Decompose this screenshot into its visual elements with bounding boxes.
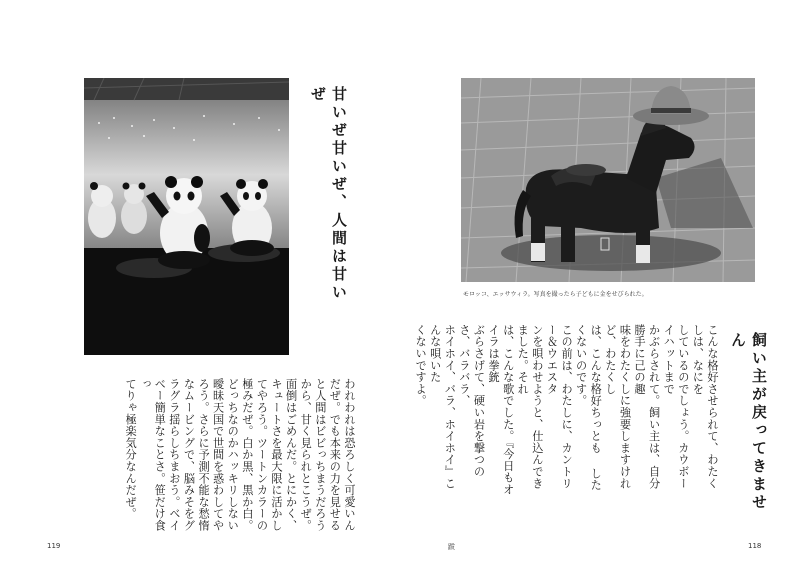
essay-heading-right: 飼い主が戻ってきません: [729, 332, 768, 512]
page-number-right: 118: [748, 542, 762, 550]
horse-photo: [461, 78, 755, 282]
right-page: [405, 0, 811, 585]
left-page: [0, 0, 405, 585]
gutter-mark: 跋: [448, 543, 455, 551]
essay-heading-left: 甘いぜ甘いぜ、人間は甘いぜ: [309, 86, 348, 302]
essay-body-right: こんな格好させられて、わたくしは、なにを しているのでしょう。カウボーイハットまで かぶらされて。飼い主は、自分勝手に己の趣 味をわたくしに強要しますけれど、わたくし は、こんな格好ちっとも したくないのです。 この前は、わたしに、カントリー＆ウエスタ ンを唄わせようと、仕込んできました。それ は、こんな歌でした。『今日もオイラは拳銃 ぶらさげて、硬い岩を撃つのさ、バラバラ、 ホイホイ、バラ、ホイホイ』こんな唄いた くないですよ。: [414, 324, 719, 496]
page-number-left: 119: [47, 542, 61, 550]
panda-photo: [84, 78, 289, 355]
essay-body-left: われわれは恐ろしく可愛いん だぜ。でも本来の力を見せる と人間はビビっちまうだろう から、甘く見られとこうぜ。 面倒はごめんだ。とにかく、 キュートさを最大限に活かし てやろう。ツートンカラーの 極みだぜ。白か黒、黒か白。 どっちなのかハッキリしない 曖昧天国で世間を惑わしてや ろう。さらに予測不能な愁惰 なムービングで、脳みそをグ ラグラ揺らしちまおう。ベイ ベー簡単なことさ。笹だけ食っ てりゃ極楽気分なんだぜ。: [124, 378, 356, 532]
photo-caption: モロッコ、エッサウィラ。写真を撮ったら子どもに金をせびられた。: [463, 291, 648, 298]
